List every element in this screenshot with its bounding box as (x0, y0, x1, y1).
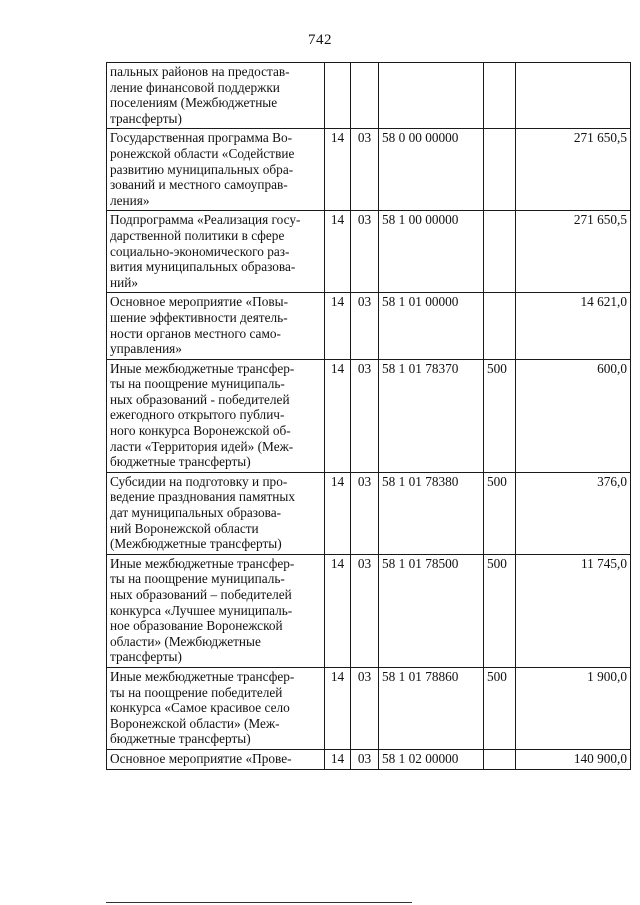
target-article-code-cell: 58 1 01 78380 (379, 472, 484, 554)
item-name-line: ежегодного открытого публич- (110, 407, 285, 423)
item-name-line: Иные межбюджетные трансфер- (110, 668, 295, 684)
section-code-cell: 14 (325, 472, 351, 554)
expense-type-code-cell: 500 (484, 359, 516, 472)
item-name-line: дат муниципальных образова- (110, 505, 282, 521)
item-name-line: ности органов местного само- (110, 325, 281, 341)
subsection-code-cell: 03 (351, 667, 379, 749)
amount-cell: 600,0 (516, 359, 631, 472)
subsection-code-cell (351, 63, 379, 129)
item-name-line: ных образований - победителей (110, 391, 290, 407)
item-name-line: шение эффективности деятель- (110, 309, 288, 325)
table-row (107, 749, 631, 769)
table-row (107, 554, 631, 667)
expense-type-code-cell: 500 (484, 667, 516, 749)
item-name-cell (107, 211, 325, 293)
page-number: 742 (308, 32, 332, 48)
item-name-line: ное образование Воронежской (110, 618, 283, 634)
expense-type-code-cell (484, 749, 516, 769)
expense-type-code-cell: 500 (484, 554, 516, 667)
item-name-line: зований и местного самоуправ- (110, 177, 288, 193)
item-name-line: ведение празднования памятных (110, 489, 295, 505)
section-code-cell: 14 (325, 554, 351, 667)
item-name-line: ты на поощрение муниципаль- (110, 571, 285, 587)
subsection-code-cell: 03 (351, 472, 379, 554)
amount-cell: 271 650,5 (516, 211, 631, 293)
subsection-code-cell: 03 (351, 293, 379, 359)
amount-cell (516, 63, 631, 129)
amount-cell: 1 900,0 (516, 667, 631, 749)
item-name-line: управления» (110, 341, 182, 357)
item-name-cell (107, 667, 325, 749)
amount-cell: 271 650,5 (516, 129, 631, 211)
table-row (107, 359, 631, 472)
item-name-line: Основное мероприятие «Прове- (110, 750, 292, 766)
item-name-line: социально-экономического раз- (110, 243, 290, 259)
budget-table-body (107, 63, 631, 770)
item-name-line: ных образований – победителей (110, 587, 292, 602)
item-name-cell (107, 472, 325, 554)
section-code-cell: 14 (325, 211, 351, 293)
expense-type-code-cell (484, 129, 516, 211)
item-name-line: ронежской области «Содействие (110, 145, 295, 161)
target-article-code-cell: 58 1 00 00000 (379, 211, 484, 293)
item-name-line: Воронежской области» (Меж- (110, 715, 280, 731)
item-name-cell (107, 554, 325, 667)
item-name-line: Иные межбюджетные трансфер- (110, 555, 295, 571)
item-name-cell (107, 359, 325, 472)
item-name-cell (107, 293, 325, 359)
item-name-line: ления» (110, 192, 150, 208)
item-name-line: (Межбюджетные трансферты) (110, 536, 282, 552)
subsection-code-cell: 03 (351, 554, 379, 667)
item-name-line: бюджетные трансферты) (110, 454, 251, 470)
table-row (107, 211, 631, 293)
item-name-line: поселениям (Межбюджетные (110, 95, 278, 111)
target-article-code-cell: 58 1 01 78860 (379, 667, 484, 749)
item-name-line: вития муниципальных образова- (110, 259, 296, 275)
section-code-cell: 14 (325, 359, 351, 472)
amount-cell: 11 745,0 (516, 554, 631, 667)
item-name-line: развитию муниципальных обра- (110, 161, 294, 177)
target-article-code-cell: 58 1 01 00000 (379, 293, 484, 359)
item-name-line: бюджетные трансферты) (110, 731, 251, 747)
item-name-cell (107, 749, 325, 769)
item-name-line: Подпрограмма «Реализация госу- (110, 212, 301, 228)
item-name-line: ление финансовой поддержки (110, 79, 280, 95)
item-name-line: ласти «Территория идей» (Меж- (110, 438, 294, 454)
target-article-code-cell: 58 1 02 00000 (379, 749, 484, 769)
subsection-code-cell: 03 (351, 749, 379, 769)
item-name-line: ний Воронежской области (110, 520, 259, 536)
target-article-code-cell: 58 1 01 78500 (379, 554, 484, 667)
budget-table (106, 62, 631, 770)
expense-type-code-cell (484, 63, 516, 129)
table-row (107, 63, 631, 129)
item-name-line: ты на поощрение муниципаль- (110, 376, 285, 392)
item-name-line: трансферты) (110, 649, 182, 665)
target-article-code-cell: 58 0 00 00000 (379, 129, 484, 211)
item-name-line: ного конкурса Воронежской об- (110, 423, 291, 439)
amount-cell: 376,0 (516, 472, 631, 554)
section-code-cell (325, 63, 351, 129)
item-name-line: дарственной политики в сфере (110, 227, 285, 243)
item-name-line: конкурса «Лучшее муниципаль- (110, 602, 293, 618)
item-name-line: Государственная программа Во- (110, 130, 293, 146)
table-row (107, 472, 631, 554)
item-name-line: Иные межбюджетные трансфер- (110, 360, 295, 376)
item-name-line: конкурса «Самое красивое село (110, 700, 290, 716)
expense-type-code-cell: 500 (484, 472, 516, 554)
subsection-code-cell: 03 (351, 359, 379, 472)
target-article-code-cell: 58 1 01 78370 (379, 359, 484, 472)
item-name-line: Основное мероприятие «Повы- (110, 294, 289, 310)
item-name-line: Субсидии на подготовку и про- (110, 473, 288, 489)
expense-type-code-cell (484, 211, 516, 293)
subsection-code-cell: 03 (351, 211, 379, 293)
section-code-cell: 14 (325, 129, 351, 211)
item-name-cell (107, 129, 325, 211)
item-name-cell (107, 63, 325, 129)
table-row (107, 129, 631, 211)
section-code-cell: 14 (325, 667, 351, 749)
table-row (107, 293, 631, 359)
item-name-line: ний» (110, 274, 138, 290)
amount-cell: 14 621,0 (516, 293, 631, 359)
item-name-line: трансферты) (110, 110, 182, 126)
subsection-code-cell: 03 (351, 129, 379, 211)
table-row (107, 667, 631, 749)
item-name-line: ты на поощрение победителей (110, 684, 283, 700)
section-code-cell: 14 (325, 749, 351, 769)
item-name-line: пальных районов на предостав- (110, 64, 290, 79)
expense-type-code-cell (484, 293, 516, 359)
item-name-line: области» (Межбюджетные (110, 633, 261, 649)
section-code-cell: 14 (325, 293, 351, 359)
amount-cell: 140 900,0 (516, 749, 631, 769)
target-article-code-cell (379, 63, 484, 129)
footnote-divider (106, 902, 412, 903)
